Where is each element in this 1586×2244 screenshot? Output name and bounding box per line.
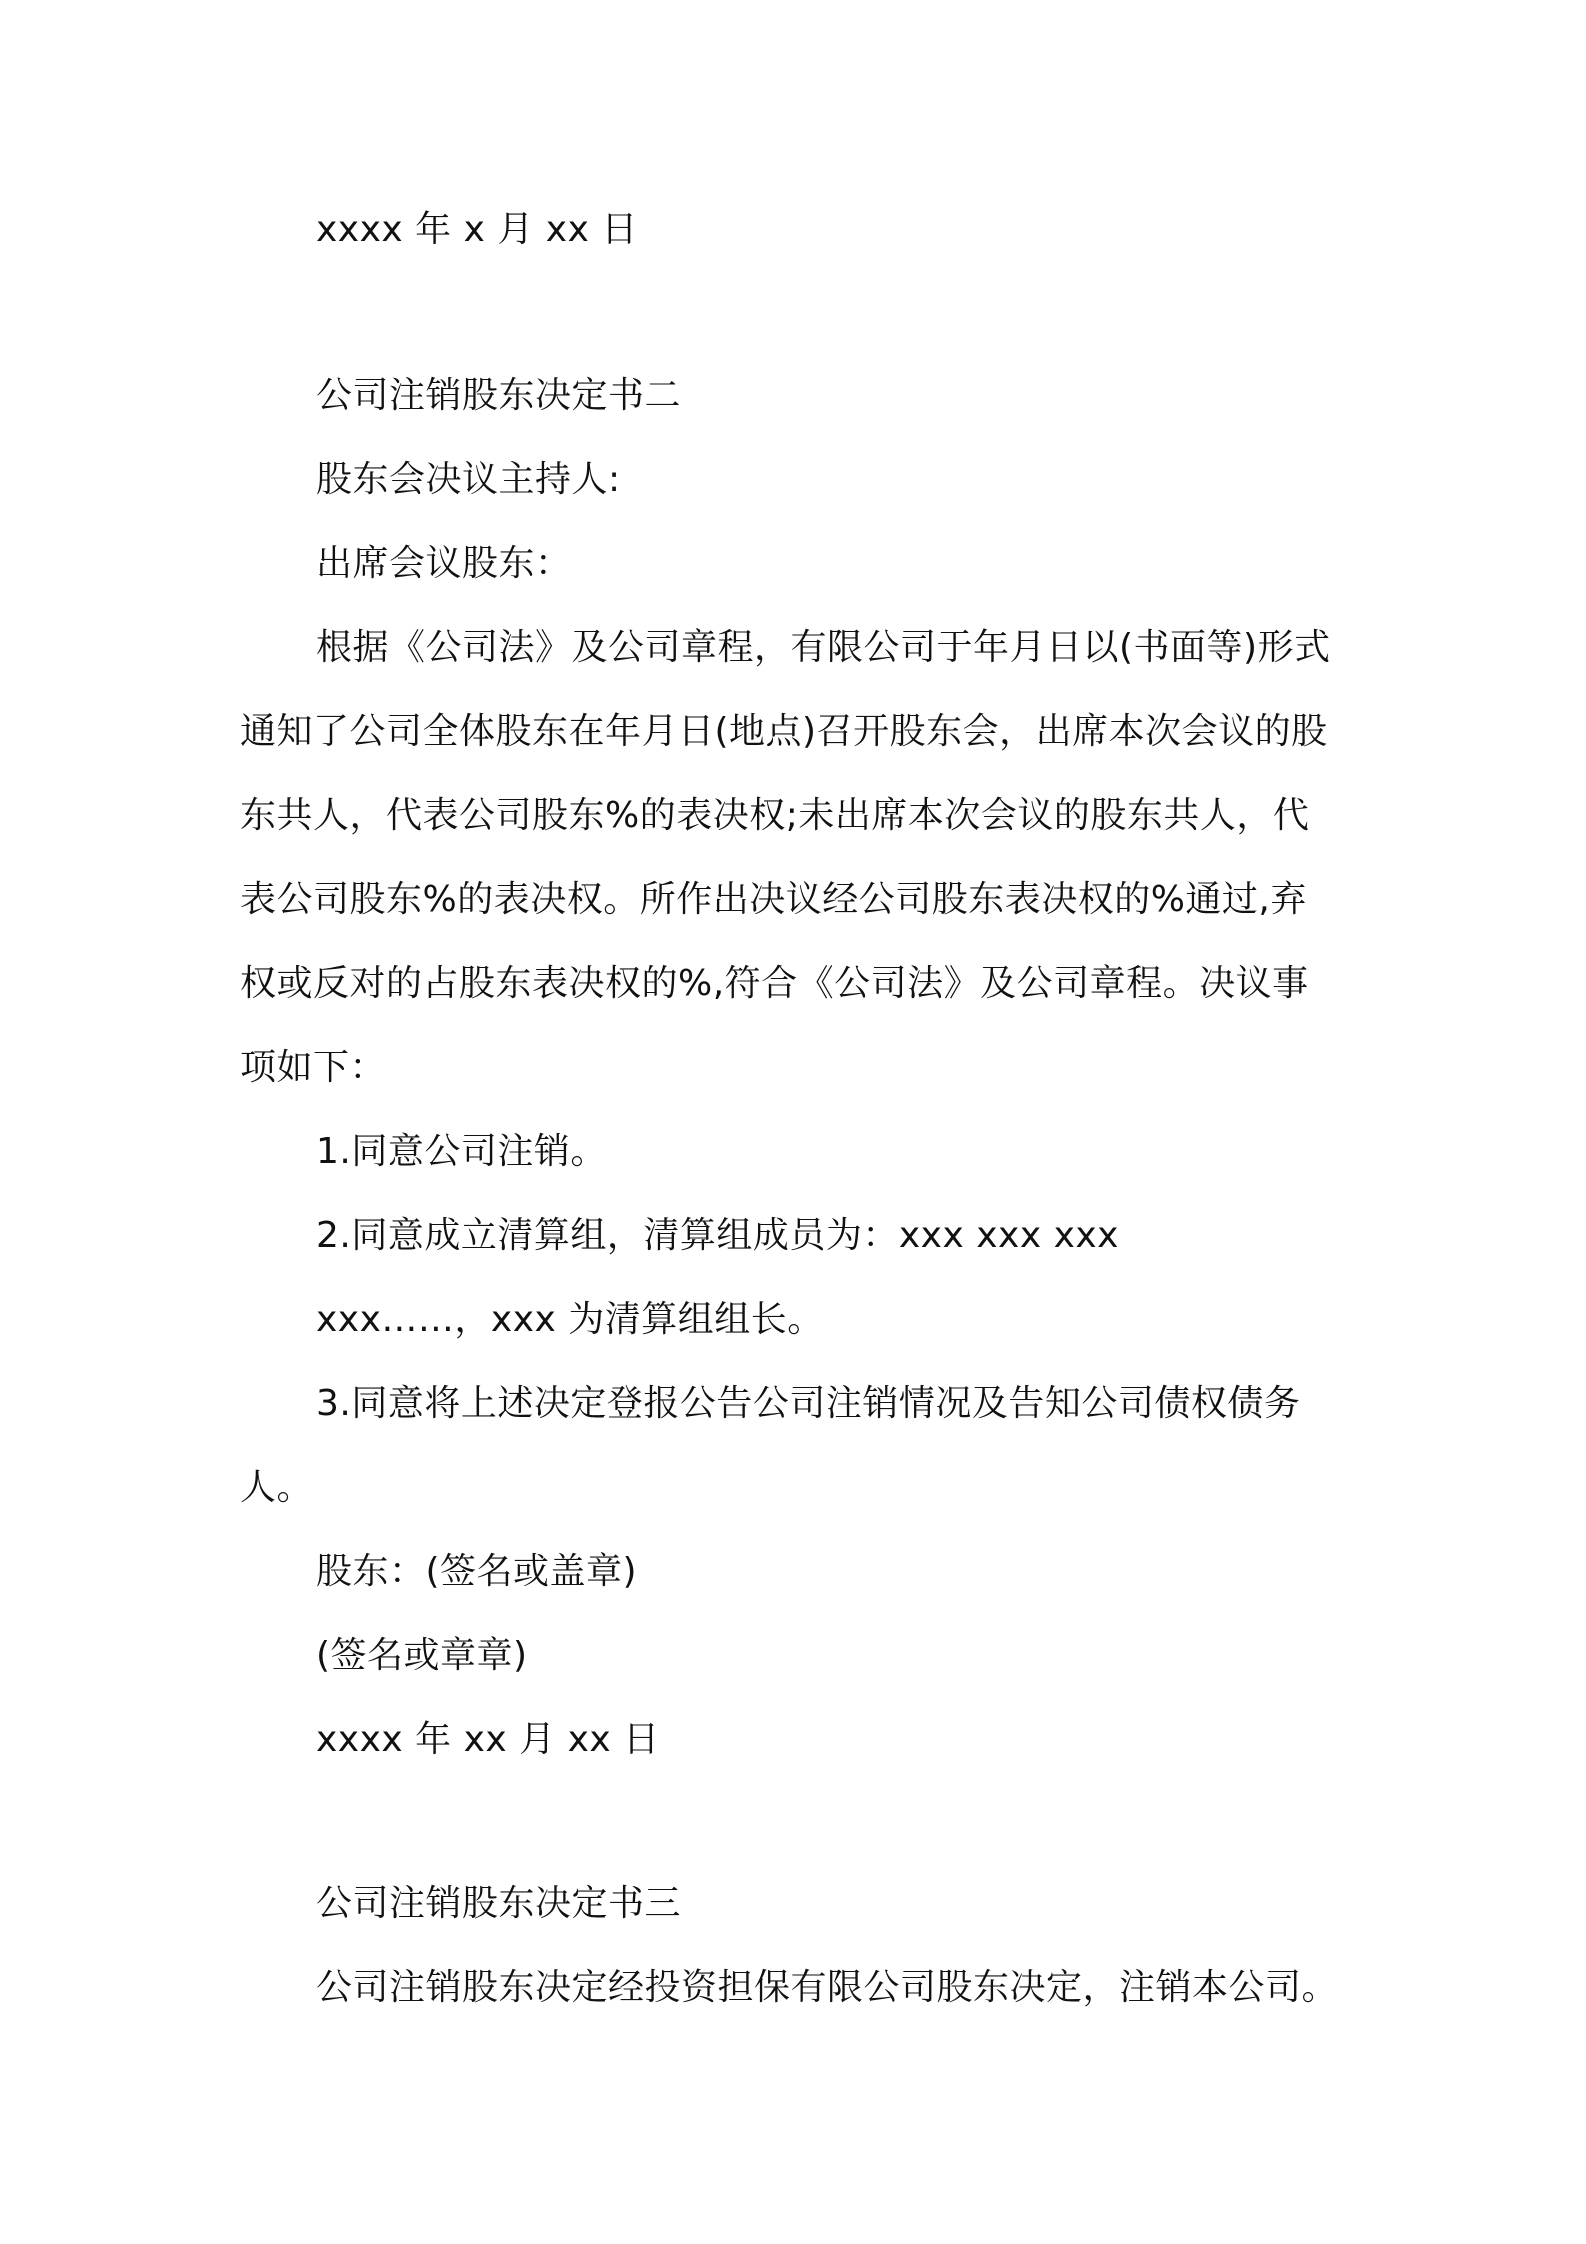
date-line-2: xxxx 年 xx 月 xx 日 [316, 1719, 660, 1760]
section-3-title: 公司注销股东决定书三 [316, 1883, 682, 1924]
resolution-item-3-line-2: 人。 [240, 1467, 314, 1508]
date-line-1: xxxx 年 x 月 xx 日 [316, 209, 638, 250]
signature-line-2: (签名或章章) [316, 1635, 528, 1676]
body-line-1: 根据《公司法》及公司章程，有限公司于年月日以(书面等)形式 [316, 627, 1331, 668]
body-line-5: 权或反对的占股东表决权的%,符合《公司法》及公司章程。决议事 [240, 963, 1309, 1004]
signature-line-1: 股东：(签名或盖章) [316, 1551, 638, 1592]
section-3-body: 公司注销股东决定经投资担保有限公司股东决定，注销本公司。 [316, 1967, 1339, 2008]
resolution-item-2-line-2: xxx……，xxx 为清算组组长。 [316, 1299, 824, 1340]
resolution-item-3-line-1: 3.同意将上述决定登报公告公司注销情况及告知公司债权债务 [316, 1383, 1301, 1424]
body-line-4: 表公司股东%的表决权。所作出决议经公司股东表决权的%通过,弃 [240, 879, 1307, 920]
body-line-3: 东共人，代表公司股东%的表决权;未出席本次会议的股东共人，代 [240, 795, 1310, 836]
meeting-host-line: 股东会决议主持人: [316, 459, 621, 500]
body-line-6: 项如下： [240, 1047, 387, 1088]
resolution-item-1: 1.同意公司注销。 [316, 1131, 607, 1172]
resolution-item-2-line-1: 2.同意成立清算组，清算组成员为：xxx xxx xxx [316, 1215, 1119, 1256]
body-line-2: 通知了公司全体股东在年月日(地点)召开股东会，出席本次会议的股 [240, 711, 1328, 752]
attendees-line: 出席会议股东： [316, 543, 572, 584]
section-2-title: 公司注销股东决定书二 [316, 375, 682, 416]
